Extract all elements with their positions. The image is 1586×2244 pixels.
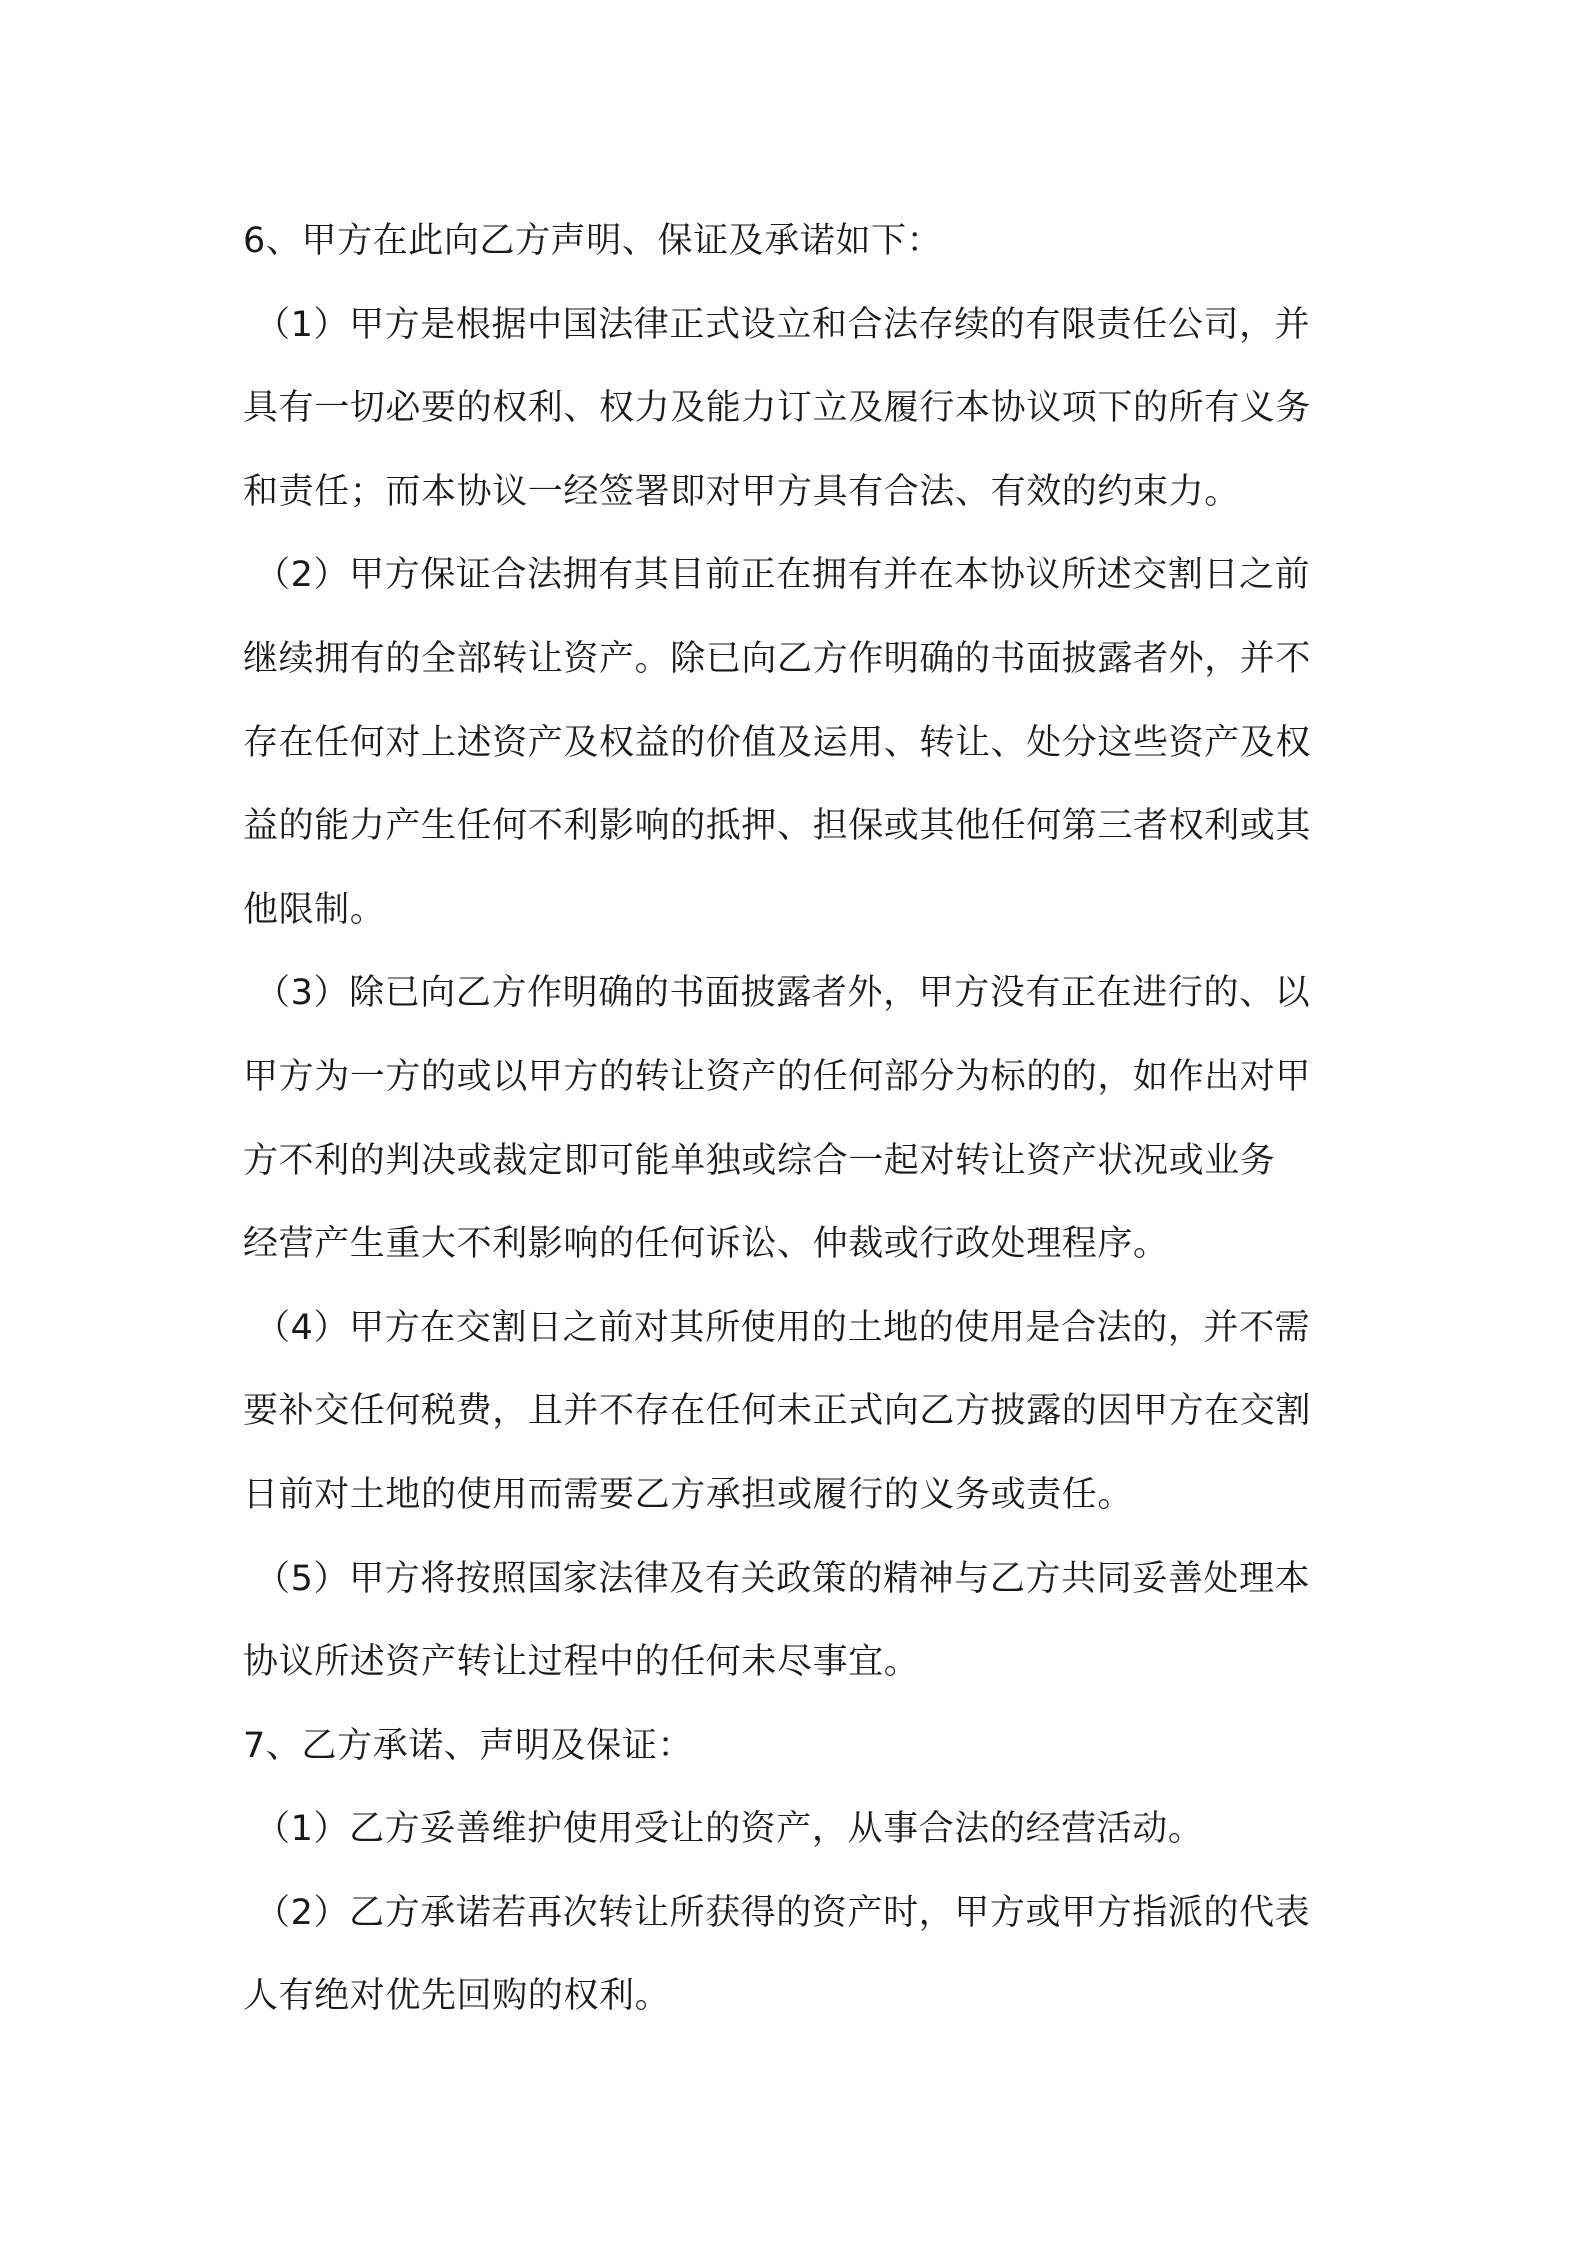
clause-6-2-line-4: 益的能力产生任何不利影响的抵押、担保或其他任何第三者权利或其 [243, 806, 1312, 847]
clause-6-4-line-1: （4）甲方在交割日之前对其所使用的土地的使用是合法的，并不需 [255, 1307, 1311, 1348]
clause-6-3-line-4: 经营产生重大不利影响的任何诉讼、仲裁或行政处理程序。 [243, 1224, 1169, 1265]
clause-7-1-line-1: （1）乙方妥善维护使用受让的资产，从事合法的经营活动。 [255, 1809, 1204, 1850]
clause-6-2-line-2: 继续拥有的全部转让资产。除已向乙方作明确的书面披露者外，并不 [243, 638, 1312, 679]
clause-7-heading: 7、乙方承诺、声明及保证： [243, 1725, 694, 1766]
clause-6-3-line-1: （3）除已向乙方作明确的书面披露者外，甲方没有正在进行的、以 [255, 973, 1311, 1014]
clause-7-2-line-2: 人有绝对优先回购的权利。 [243, 1976, 671, 2017]
clause-6-5-line-1: （5）甲方将按照国家法律及有关政策的精神与乙方共同妥善处理本 [255, 1558, 1311, 1599]
clause-6-2-line-3: 存在任何对上述资产及权益的价值及运用、转让、处分这些资产及权 [243, 722, 1312, 763]
clause-6-heading: 6、甲方在此向乙方声明、保证及承诺如下： [243, 221, 943, 261]
clause-6-4-line-2: 要补交任何税费，且并不存在任何未正式向乙方披露的因甲方在交割 [243, 1391, 1312, 1432]
clause-6-5-line-2: 协议所述资产转让过程中的任何未尽事宜。 [243, 1642, 920, 1683]
clause-6-1-line-3: 和责任；而本协议一经签署即对甲方具有合法、有效的约束力。 [243, 471, 1240, 512]
clause-6-1-line-1: （1）甲方是根据中国法律正式设立和合法存续的有限责任公司，并 [255, 304, 1311, 345]
clause-6-3-line-3: 方不利的判决或裁定即可能单独或综合一起对转让资产状况或业务 [243, 1140, 1276, 1181]
clause-6-2-line-1: （2）甲方保证合法拥有其目前正在拥有并在本协议所述交割日之前 [255, 555, 1311, 596]
clause-6-4-line-3: 日前对土地的使用而需要乙方承担或履行的义务或责任。 [243, 1474, 1134, 1515]
clause-6-2-line-5: 他限制。 [243, 889, 386, 930]
clause-6-1-line-2: 具有一切必要的权利、权力及能力订立及履行本协议项下的所有义务 [243, 388, 1312, 429]
clause-6-3-line-2: 甲方为一方的或以甲方的转让资产的任何部分为标的的，如作出对甲 [243, 1056, 1312, 1097]
contract-text-body [243, 200, 1355, 2039]
clause-7-2-line-1: （2）乙方承诺若再次转让所获得的资产时，甲方或甲方指派的代表 [255, 1892, 1311, 1933]
